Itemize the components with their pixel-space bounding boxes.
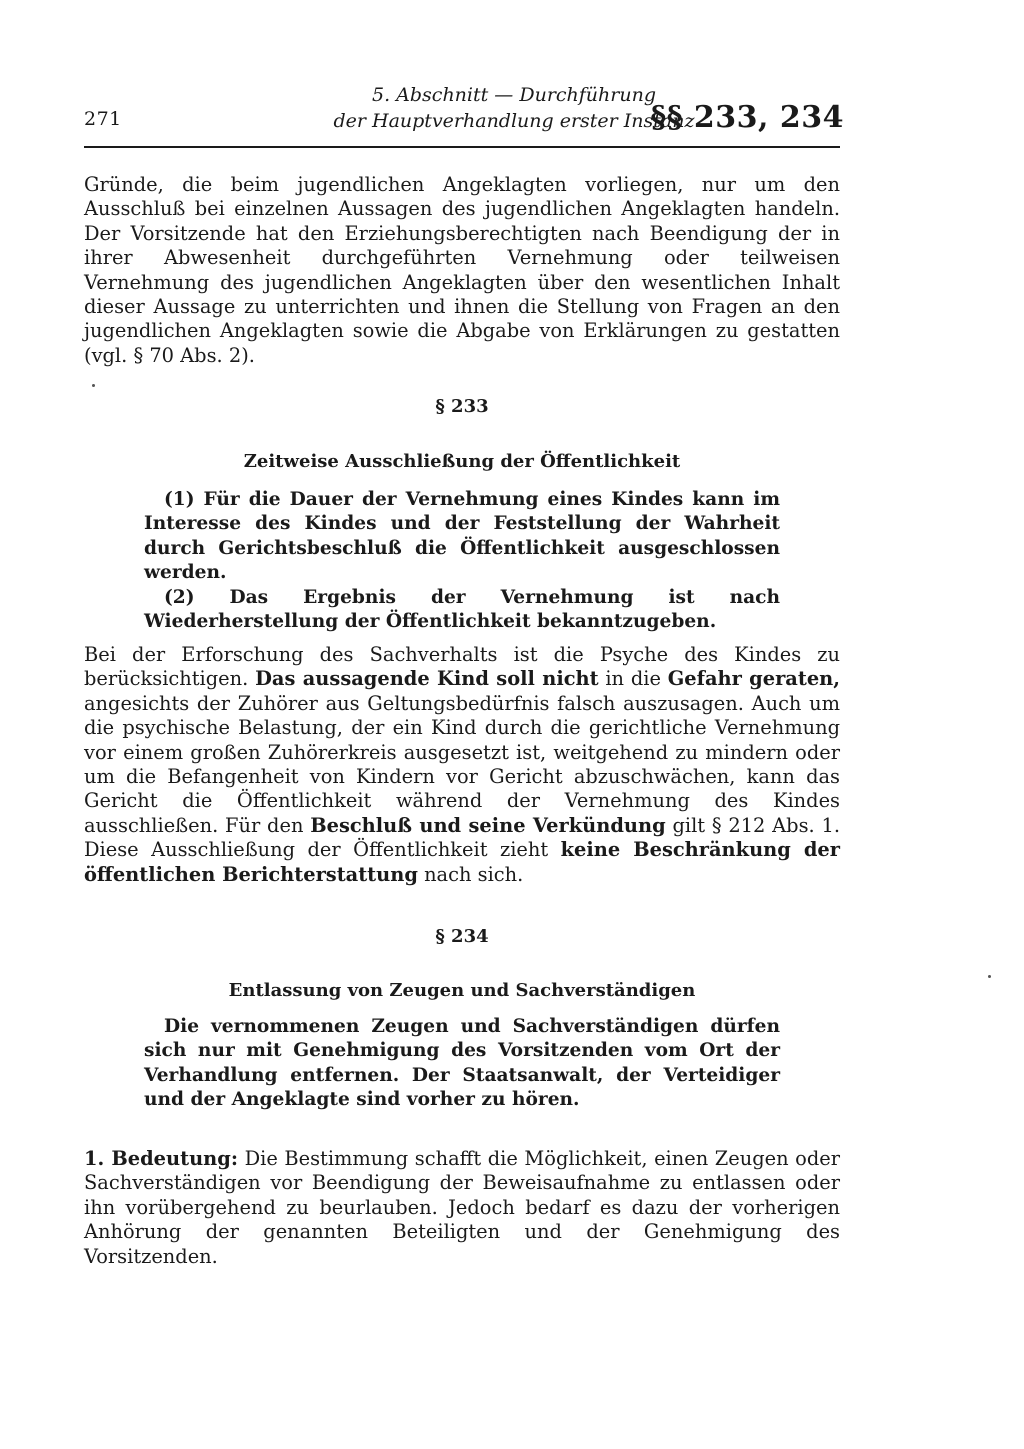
commentary-emphasis: Gefahr geraten, bbox=[667, 667, 841, 691]
intro-paragraph: Gründe, die beim jugendlichen Angeklagten vorliegen, nur um den Ausschluß bei einzelnen Aussagen des jugendlichen Angeklagten handeln. Der Vorsitzende hat den Erziehungsberechtigten nach Beendigung der in ihrer Abwesenheit durchgeführten Vernehmung oder teilweisen Vernehmung des jugendlichen Angeklagten über den wesentlichen Inhalt dieser Aussage zu unterrichten und ihnen die Stellung von Fragen an den jugendlichen Angeklagten sowie die Abgabe von Erklärungen zu gestatten (vgl. § 70 Abs. 2). bbox=[84, 173, 840, 367]
section-234-number: § 234 bbox=[435, 926, 489, 947]
commentary-text: nach sich. bbox=[417, 862, 524, 886]
page-header bbox=[84, 80, 844, 142]
law-paragraph-2: (2) Das Ergebnis der Vernehmung ist nach Wiederherstellung der Öffentlichkeit bekanntzugeben. bbox=[144, 586, 780, 633]
section-234-commentary bbox=[84, 1147, 840, 1269]
section-234-title: Entlassung von Zeugen und Sachverständigen bbox=[228, 980, 696, 1001]
commentary-emphasis: Das aussagende Kind soll nicht bbox=[255, 667, 599, 691]
commentary-item-text: Die Bestimmung schafft die Möglichkeit, einen Zeugen oder Sachverständigen vor Beendigung der Beweisaufnahme zu entlassen oder ihn vorübergehend zu beurlauben. Jedoch bedarf es dazu der vorherigen Anhörung der genannten Beteiligten und der Genehmigung des Vorsitzenden. bbox=[84, 1147, 840, 1268]
commentary-text: angesichts der Zuhörer aus Geltungsbedürfnis falsch auszusagen. Auch um die psychische Belastung, der ein Kind durch die gerichtliche Vernehmung vor einem großen Zuhörerkreis ausgesetzt ist, weitgehend zu mindern oder um die Befangenheit von Kindern vor Gericht abzuschwächen, kann das Gericht die Öffentlichkeit während der Vernehmung des Kindes ausschließen. Für den bbox=[84, 691, 840, 837]
section-233-number: § 233 bbox=[435, 396, 489, 417]
header-rule bbox=[84, 146, 840, 148]
running-head-line-2: der Hauptverhandlung erster Instanz bbox=[333, 110, 695, 132]
section-234-law-text bbox=[144, 1015, 780, 1113]
commentary-text: Bei der Erforschung des Sachverhalts ist die Psyche des Kindes zu berücksichtigen. bbox=[84, 643, 840, 691]
section-233-law-text bbox=[144, 488, 780, 634]
print-speck bbox=[92, 384, 95, 387]
commentary-item-label: 1. Bedeutung: bbox=[84, 1147, 238, 1170]
section-reference: §§ 233, 234 bbox=[650, 100, 844, 135]
commentary-emphasis: keine Beschränkung der öffentlichen Berichterstattung bbox=[84, 838, 840, 886]
commentary-emphasis: Beschluß und seine Verkündung bbox=[310, 813, 666, 837]
print-speck bbox=[988, 975, 991, 978]
law-paragraph-1: (1) Für die Dauer der Vernehmung eines Kindes kann im Interesse des Kindes und der Feststellung der Wahrheit durch Gerichtsbeschluß die Öffentlichkeit ausgeschlossen werden. bbox=[144, 489, 780, 584]
commentary-text: gilt § 212 Abs. 1. Diese Ausschließung der Öffentlichkeit zieht bbox=[84, 813, 840, 862]
commentary-text: in die bbox=[598, 667, 668, 691]
law-paragraph: Die vernommenen Zeugen und Sachverständigen dürfen sich nur mit Genehmigung des Vorsitzenden vom Ort der Verhandlung entfernen. Der Staatsanwalt, der Verteidiger und der Angeklagte sind vorher zu hören. bbox=[144, 1016, 780, 1111]
page-number: 271 bbox=[84, 108, 122, 130]
section-233-commentary bbox=[84, 643, 840, 887]
running-head-line-1: 5. Abschnitt — Durchführung bbox=[372, 84, 656, 106]
section-233-title: Zeitweise Ausschließung der Öffentlichkeit bbox=[243, 451, 681, 472]
